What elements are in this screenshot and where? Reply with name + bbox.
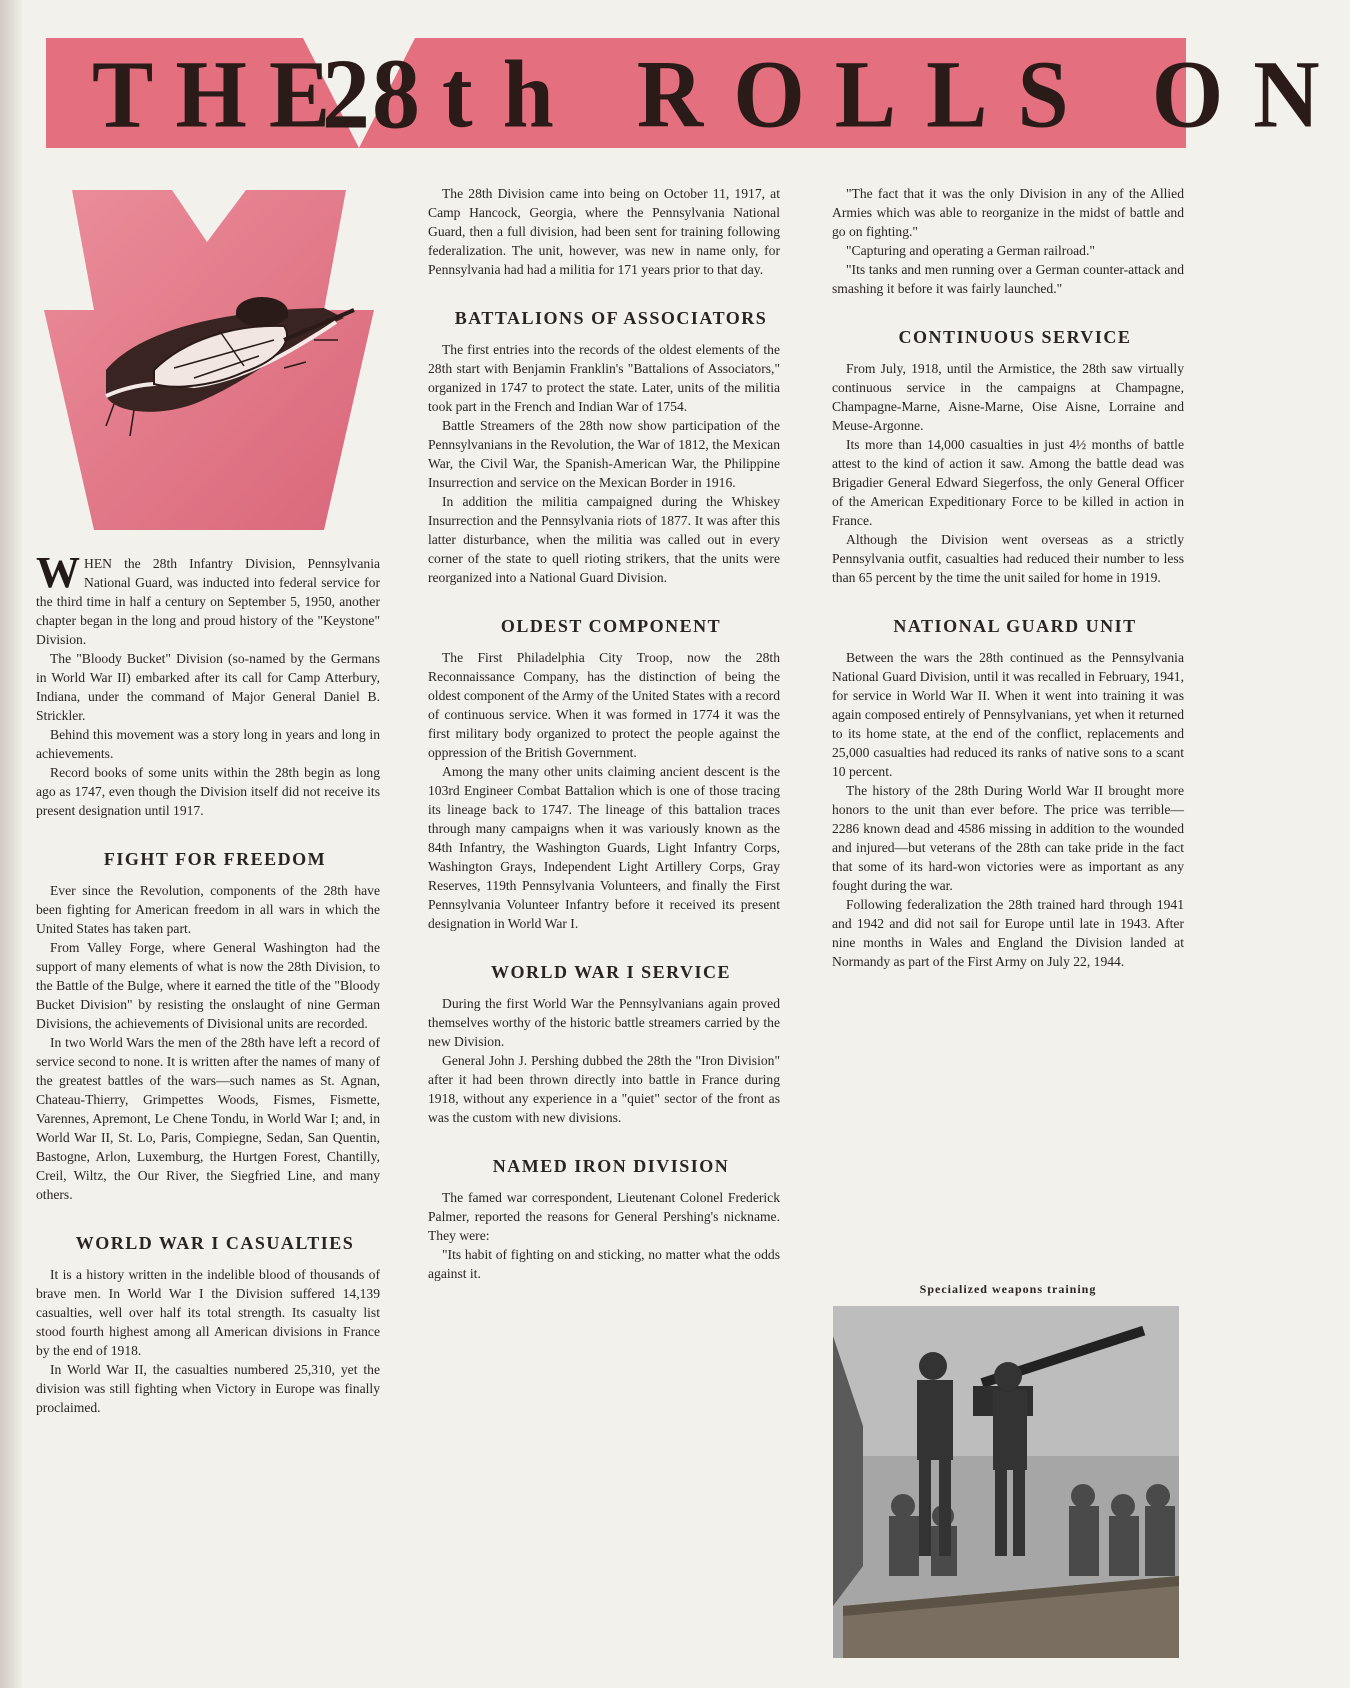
quote: "The fact that it was the only Division in any of the Allied Armies which was able to reorganize in the midst of battle and go on fighting." [832,186,1184,239]
heading-named-iron-division: NAMED IRON DIVISION [492,1156,730,1176]
paragraph: The history of the 28th During World War II brought more honors to the unit than ever before. The price was terrible—2286 known dead and 4586 missing in addition to the wounded and injured—but veterans of the 28th can take pride in the fact that some of its hard-won victories were as important as any fought during the war. [832,783,1184,893]
heading-continuous-service: CONTINUOUS SERVICE [898,327,1132,347]
column-2 [428,184,780,1283]
paragraph: Battle Streamers of the 28th now show participation of the Pennsylvanians in the Revolution, the War of 1812, the Mexican War, the Civil War, the Spanish-American War, the Philippine Insurrection and service on the Mexican Border in 1916. [428,418,780,490]
paragraph: Behind this movement was a story long in years and long in achievements. [36,727,380,761]
paragraph: The first entries into the records of the oldest elements of the 28th start with Benjamin Franklin's "Battalions of Associators," organized in 1747 to protect the state. Later, units of the militia took part in the French and Indian War of 1754. [428,342,780,414]
paragraph: The First Philadelphia City Troop, now the 28th Reconnaissance Company, has the distinction of being the oldest component of the Army of the United States with a record of continuous service. When it was formed in 1774 it was the first military body organized to protect the people against the oppression of the British Government. [428,650,780,760]
heading-oldest-component: OLDEST COMPONENT [500,616,722,636]
paragraph: In two World Wars the men of the 28th have left a record of service second to none. It is written after the names of many of the greatest battles of the wars—such names as St. Agnan, Chateau-Thierry, Grimpettes Woods, Fismes, Fismette, Varennes, Apremont, Le Chene Tondu, in World War I; and, in World War II, St. Lo, Paris, Compiegne, Sedan, San Quentin, Bastogne, Arlon, Luxemburg, the Hurtgen Forest, Chantilly, Creil, Wiltz, the Our River, the Siegfried Line, and many others. [36,1035,380,1202]
heading-fight-for-freedom: FIGHT FOR FREEDOM [103,849,327,869]
paragraph: From Valley Forge, where General Washington had the support of many elements of what is now the 28th Division, to the Battle of the Bulge, where it earned the title of the "Bloody Bucket Division" by resisting the onslaught of nine German Divisions, the achievements of Divisional units are recorded. [36,940,380,1031]
paragraph: In addition the militia campaigned during the Whiskey Insurrection and the Pennsylvania riots of 1877. It was after this latter disturbance, when the militia was called out in every corner of the state to quell rioting strikers, that the units were reorganized into a National Guard Division. [428,494,780,585]
weapons-training-photo [833,1306,1179,1658]
paragraph: Although the Division went overseas as a strictly Pennsylvania outfit, casualties had reduced their number to less than 65 percent by the time the unit sailed for home in 1919. [832,532,1184,585]
intro-text: HEN the 28th Infantry Division, Pennsylvania National Guard, was inducted into federal service for the third time in half a century on September 5, 1950, another chapter began in the long and proud history of the "Keystone" Division. [36,556,380,647]
paragraph: The 28th Division came into being on October 11, 1917, at Camp Hancock, Georgia, where the Pennsylvania National Guard, then a full division, had been sent for training following federalization. The unit, however, was new in name only, for Pennsylvania had had a militia for 171 years prior to that day. [428,186,780,277]
intro-paragraph [36,548,380,649]
paragraph: Ever since the Revolution, components of the 28th have been fighting for American freedom in all wars in which the United States has taken part. [36,883,380,936]
paragraph: Following federalization the 28th trained hard through 1941 and 1942 and did not sail for Europe until late in 1943. After nine months in Wales and England the Division landed at Normandy as part of the First Army on July 22, 1944. [832,897,1184,969]
page-gutter [0,0,22,1688]
paragraph: In World War II, the casualties numbered 25,310, yet the division was still fighting when Victory in Europe was finally proclaimed. [36,1362,380,1415]
heading-ww1-service: WORLD WAR I SERVICE [490,962,732,982]
title-word-28: 28 [322,37,422,150]
paragraph: General John J. Pershing dubbed the 28th the "Iron Division" after it had been thrown directly into battle in France during 1918, without any experience in a "quiet" sector of the front as was the custom with new divisions. [428,1053,780,1125]
title-word-rolls-on: th ROLLS ON [442,40,1350,148]
column-3 [832,184,1184,971]
paragraph: "Its habit of fighting on and sticking, no matter what the odds against it. [428,1247,780,1281]
paragraph: During the first World War the Pennsylvanians again proved themselves worthy of the historic battle streamers carried by the new Division. [428,996,780,1049]
quote: "Capturing and operating a German railroad." [846,243,1095,258]
drop-cap: W [36,548,80,597]
paragraph: Between the wars the 28th continued as the Pennsylvania National Guard Division, until it was recalled in February, 1941, for service in World War II. When it went into training it was again composed entirely of Pennsylvanians, yet when it returned to its home state, at the end of the conflict, replacements and 25,000 casualties had reduced its ranks of native sons to a scant 10 percent. [832,650,1184,779]
title-word-the: THE [92,40,353,148]
heading-battalions-of-associators: BATTALIONS OF ASSOCIATORS [454,308,768,328]
paragraph: From July, 1918, until the Armistice, the 28th saw virtually continuous service in the campaigns at Champagne, Champagne-Marne, Aisne-Marne, Oise Aisne, Lorraine and Meuse-Argonne. [832,361,1184,433]
heading-national-guard-unit: NATIONAL GUARD UNIT [893,616,1137,636]
keystone-soldier-icon [44,190,374,530]
paragraph: The "Bloody Bucket" Division (so-named by the Germans in World War II) embarked after its call for Camp Atterbury, Indiana, under the command of Major General Daniel B. Strickler. [36,651,380,723]
photo-caption: Specialized weapons training [919,1282,1097,1296]
paragraph: The famed war correspondent, Lieutenant Colonel Frederick Palmer, reported the reasons for General Pershing's nickname. They were: [428,1190,780,1243]
paragraph: Its more than 14,000 casualties in just 4½ months of battle attest to the kind of action it saw. Among the battle dead was Brigadier General Edward Siegerfoss, the only General Officer of the American Expeditionary Force to be killed in action in France. [832,437,1184,528]
heading-ww1-casualties: WORLD WAR I CASUALTIES [75,1233,355,1253]
paragraph: Record books of some units within the 28th begin as long ago as 1747, even though the Division itself did not receive its present designation until 1917. [36,765,380,818]
paragraph: It is a history written in the indelible blood of thousands of brave men. In World War I the Division suffered 14,139 casualties, well over half its total strength. Its casualty list stood fourth highest among all American divisions in France by the end of 1918. [36,1267,380,1358]
quote: "Its tanks and men running over a German counter-attack and smashing it before it was fairly launched." [832,262,1184,296]
column-1 [36,548,380,1417]
paragraph: Among the many other units claiming ancient descent is the 103rd Engineer Combat Battalion which is one of those tracing its lineage back to 1747. The lineage of this battalion traces through many campaigns when it was variously known as the 84th Infantry, the Washington Guards, Light Infantry Corps, Washington Grays, Independent Light Artillery Corps, Gray Reserves, 119th Pennsylvania Volunteers, and finally the First Pennsylvania Volunteer Infantry before it received its present designation in World War I. [428,764,780,931]
